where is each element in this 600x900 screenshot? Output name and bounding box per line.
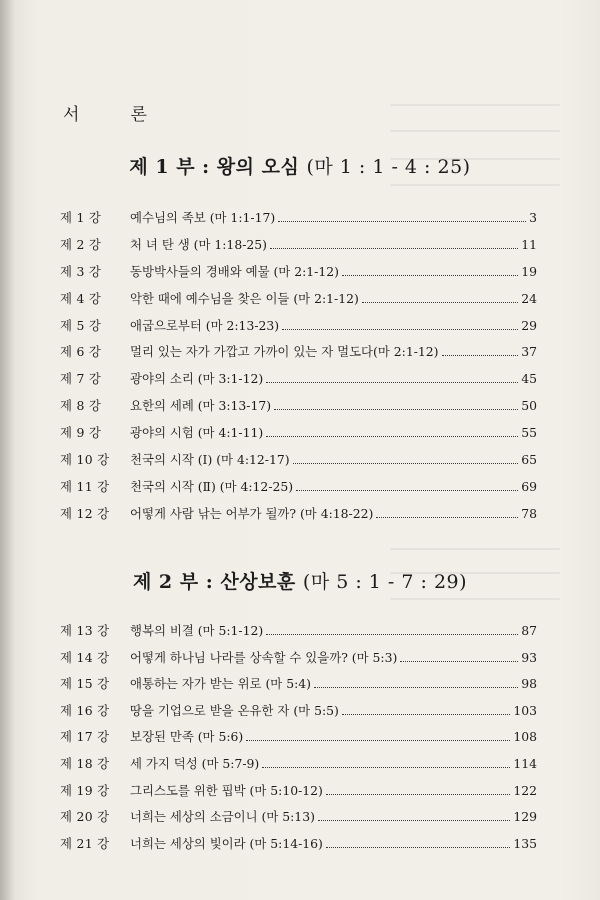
dot-leader — [293, 454, 519, 464]
lecture-page-number: 114 — [513, 755, 537, 771]
toc-entry — [60, 648, 537, 675]
lecture-title: 악한 때에 예수님을 찾은 이들 (마 2:1-12) — [130, 290, 359, 306]
dot-leader — [326, 785, 510, 795]
lecture-number: 제 5 강 — [60, 317, 102, 333]
lecture-title: 멀리 있는 자가 가깝고 가까이 있는 자 멀도다(마 2:1-12) — [130, 344, 439, 360]
bleed-through-line — [390, 598, 560, 600]
toc-entry — [60, 504, 537, 531]
toc-entry — [60, 701, 537, 728]
lecture-page-number: 24 — [521, 290, 537, 306]
lecture-number: 제 13 강 — [60, 623, 110, 638]
bleed-through-line — [390, 130, 560, 132]
lecture-number: 제 8 강 — [60, 398, 102, 414]
toc-entry — [60, 316, 537, 343]
lecture-number: 제 21 강 — [60, 835, 110, 851]
toc-entry — [60, 423, 537, 450]
lecture-page-number: 122 — [513, 782, 537, 798]
dot-leader — [266, 625, 518, 635]
dot-leader — [266, 374, 518, 384]
toc-entry — [60, 754, 537, 781]
lecture-page-number: 19 — [521, 263, 537, 279]
intro-char-2: 론 — [130, 105, 148, 125]
dot-leader — [362, 293, 518, 303]
dot-leader — [274, 401, 518, 411]
dot-leader — [318, 811, 510, 821]
lecture-title: 예수님의 족보 (마 1:1-17) — [130, 210, 276, 225]
dot-leader — [342, 705, 511, 715]
lecture-title: 애굽으로부터 (마 2:13-23) — [130, 317, 280, 333]
lecture-number: 제 19 강 — [60, 782, 110, 798]
part-1-label: 제 1 부 : 왕의 오심 — [129, 156, 300, 178]
dot-leader — [376, 508, 518, 518]
toc-entry — [60, 781, 537, 808]
lecture-number: 제 4 강 — [60, 290, 102, 306]
part-1-lecture-list — [60, 208, 537, 531]
toc-entry — [60, 369, 537, 396]
lecture-title: 너희는 세상의 빛이라 (마 5:14-16) — [130, 835, 323, 851]
toc-entry — [60, 450, 537, 477]
dot-leader — [262, 758, 510, 768]
bleed-through-line — [390, 104, 560, 106]
spine-shadow — [0, 0, 16, 900]
toc-entry — [60, 396, 537, 423]
part-1-title — [0, 152, 600, 179]
toc-entry — [60, 807, 537, 834]
lecture-title: 천국의 시작 (Ⅱ) (마 4:12-25) — [130, 478, 294, 494]
lecture-number: 제 3 강 — [60, 263, 102, 279]
lecture-number: 제 6 강 — [60, 344, 102, 360]
bleed-through-line — [390, 548, 560, 550]
lecture-title: 세 가지 덕성 (마 5:7-9) — [130, 755, 260, 771]
toc-entry — [60, 834, 537, 861]
toc-entry — [60, 235, 537, 262]
lecture-number: 제 15 강 — [60, 676, 110, 692]
lecture-page-number: 98 — [521, 676, 537, 692]
lecture-page-number: 45 — [521, 371, 537, 387]
lecture-number: 제 10 강 — [60, 452, 110, 468]
lecture-title: 광야의 시험 (마 4:1-11) — [130, 425, 264, 441]
toc-entry — [60, 621, 537, 648]
lecture-number: 제 14 강 — [60, 649, 110, 665]
lecture-number: 제 7 강 — [60, 371, 102, 387]
lecture-number: 제 20 강 — [60, 809, 110, 825]
part-2-label: 제 2 부 : 산상보훈 — [132, 571, 296, 593]
dot-leader — [400, 652, 518, 662]
lecture-title: 보장된 만족 (마 5:6) — [130, 729, 244, 745]
toc-entry — [60, 674, 537, 701]
lecture-number: 제 9 강 — [60, 425, 102, 441]
bleed-through-line — [390, 184, 560, 186]
dot-leader — [282, 320, 518, 330]
toc-entry — [60, 289, 537, 316]
dot-leader — [266, 427, 518, 437]
lecture-page-number: 135 — [513, 835, 537, 851]
lecture-title: 그리스도를 위한 핍박 (마 5:10-12) — [130, 782, 323, 798]
lecture-page-number: 129 — [513, 809, 537, 825]
lecture-number: 제 17 강 — [60, 729, 110, 745]
part-2-lecture-list — [60, 621, 537, 860]
lecture-page-number: 3 — [529, 210, 537, 225]
dot-leader — [314, 679, 518, 689]
toc-entry — [60, 208, 537, 235]
toc-entry — [60, 727, 537, 754]
lecture-title: 광야의 소리 (마 3:1-12) — [130, 371, 264, 387]
dot-leader — [278, 212, 526, 222]
lecture-page-number: 103 — [513, 702, 537, 718]
lecture-page-number: 93 — [521, 649, 537, 665]
lecture-page-number: 55 — [521, 425, 537, 441]
toc-entry — [60, 477, 537, 504]
lecture-number: 제 11 강 — [60, 478, 110, 494]
lecture-title: 천국의 시작 (Ⅰ) (마 4:12-17) — [130, 452, 290, 468]
lecture-page-number: 29 — [521, 317, 537, 333]
lecture-number: 제 2 강 — [60, 236, 102, 252]
toc-entry — [60, 342, 537, 369]
lecture-title: 너희는 세상의 소금이니 (마 5:13) — [130, 809, 315, 825]
lecture-page-number: 78 — [521, 505, 537, 521]
dot-leader — [246, 732, 510, 742]
intro-char-1: 서 — [63, 105, 81, 125]
dot-leader — [442, 347, 519, 357]
lecture-title: 요한의 세례 (마 3:13-17) — [130, 398, 272, 414]
lecture-title: 어떻게 사람 낚는 어부가 될까? (마 4:18-22) — [130, 505, 374, 521]
lecture-number: 제 12 강 — [60, 505, 110, 521]
lecture-title: 어떻게 하나님 나라를 상속할 수 있을까? (마 5:3) — [130, 649, 398, 665]
dot-leader — [326, 838, 510, 848]
dot-leader — [270, 239, 518, 249]
lecture-title: 땅을 기업으로 받을 온유한 자 (마 5:5) — [130, 702, 339, 718]
lecture-page-number: 50 — [521, 398, 537, 414]
lecture-page-number: 108 — [513, 729, 537, 745]
part-2-title — [0, 567, 600, 594]
lecture-number: 제 16 강 — [60, 702, 110, 718]
lecture-title: 동방박사들의 경배와 예물 (마 2:1-12) — [130, 263, 339, 279]
lecture-title: 행복의 비결 (마 5:1-12) — [130, 623, 264, 638]
lecture-page-number: 65 — [521, 452, 537, 468]
dot-leader — [342, 266, 518, 276]
lecture-page-number: 37 — [521, 344, 537, 360]
lecture-number: 제 1 강 — [60, 210, 102, 225]
lecture-page-number: 11 — [521, 236, 537, 252]
toc-entry — [60, 262, 537, 289]
lecture-title: 애통하는 자가 받는 위로 (마 5:4) — [130, 676, 311, 692]
part-1-reference: (마 1 : 1 - 4 : 25) — [306, 156, 471, 178]
dot-leader — [296, 481, 518, 491]
lecture-page-number: 69 — [521, 478, 537, 494]
lecture-page-number: 87 — [521, 623, 537, 638]
lecture-number: 제 18 강 — [60, 755, 110, 771]
part-2-reference: (마 5 : 1 - 7 : 29) — [302, 571, 468, 593]
lecture-title: 처 녀 탄 생 (마 1:18-25) — [130, 236, 267, 252]
introduction-heading — [63, 100, 148, 125]
